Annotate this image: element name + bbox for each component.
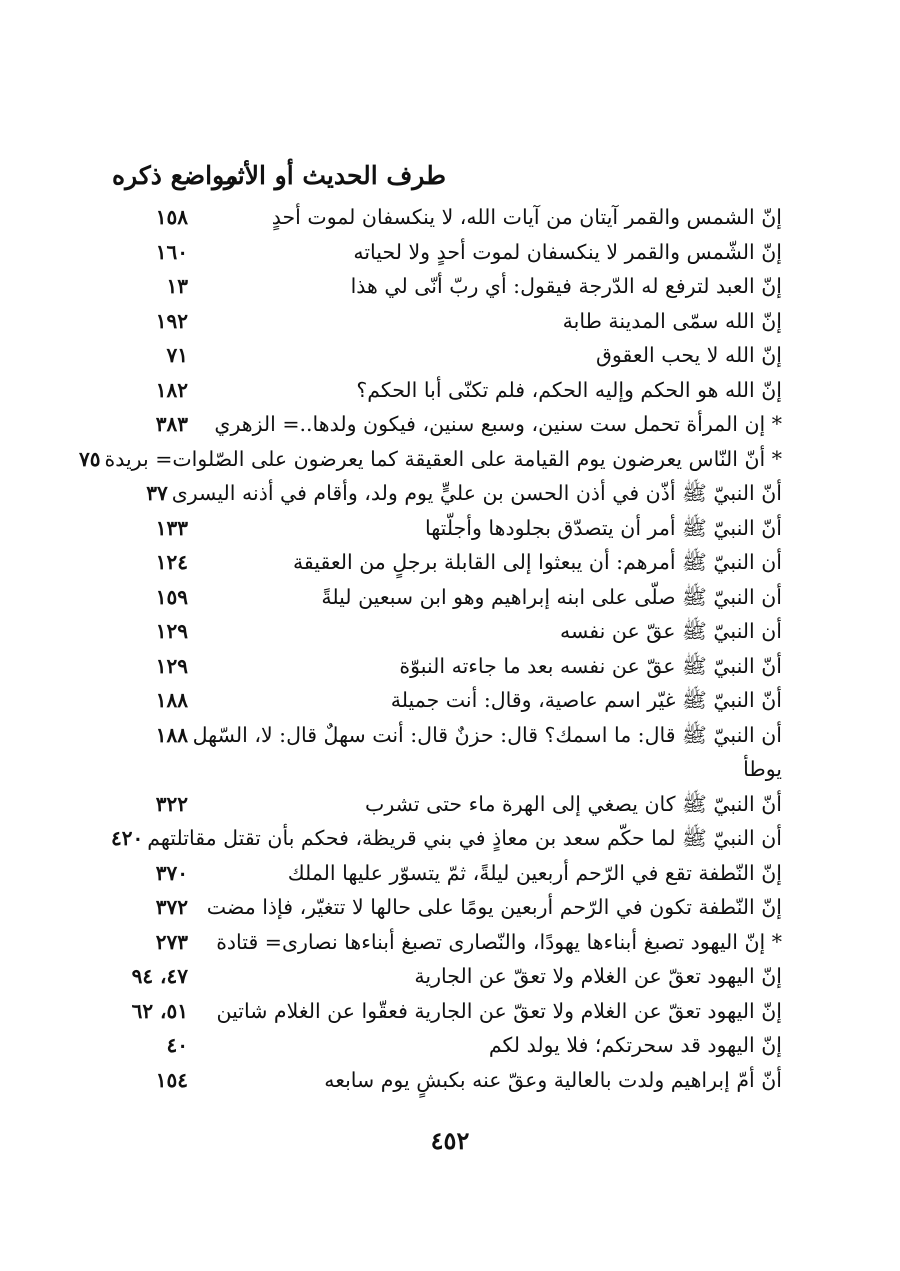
index-row [100,614,782,649]
hadith-text: إنّ اليهود قد سحرتكم؛ فلا يولد لكم [488,1033,782,1057]
page-references: ٥١، ٦٢ [131,998,188,1023]
index-row [78,442,782,477]
index-row [100,545,782,580]
page-references: ٣٧٢ [155,895,188,919]
hadith-text: أنّ النبيّ ﷺ عقّ عن نفسه بعد ما جاءته النبوّة [399,653,782,678]
index-row [100,718,782,787]
index-row [100,269,782,304]
hadith-text: * إنّ اليهود تصبغ أبناءها يهودًا، والنّصارى تصبغ أبناءها نصارى= قتادة [216,929,782,954]
column-header-hadith: طرف الحديث أو الأثر [223,161,446,190]
hadith-text: أن النبيّ ﷺ عقّ عن نفسه [559,619,782,643]
index-row [100,304,782,339]
page-references: ١٣٣ [155,515,188,540]
hadith-text: أن النبيّ ﷺ لما حكّم سعد بن معاذٍ في بني قريظة، فحكم بأن تقتل مقاتلتهم [147,826,782,850]
hadith-text: أنّ أمّ إبراهيم ولدت بالعالية وعقّ عنه بكبشٍ يوم سابعه [324,1067,782,1092]
index-row [100,821,782,856]
index-row [100,511,782,546]
index-row [100,959,782,994]
page-references: ٣٧ [146,481,168,505]
index-row [100,338,782,373]
page-references: ٧١ [166,343,188,367]
hadith-text: أنّ النبيّ ﷺ أذّن في أذن الحسن بن عليٍّ يوم ولد، وأقام في أذنه اليسرى [171,481,782,505]
index-row [100,1028,782,1063]
index-row [100,890,782,925]
hadith-text: إنّ الله هو الحكم وإليه الحكم، فلم تكنّى أبا الحكم؟ [356,377,782,402]
page-references: ١٥٤ [155,1067,188,1092]
page-references: ٢٧٣ [155,929,188,954]
page-references: ٧٥ [78,446,101,471]
column-header-pages: مواضع ذكره [112,161,239,190]
index-row [100,856,782,891]
hadith-text: إنّ الشمس والقمر آيتان من آيات الله، لا ينكسفان لموت أحدٍ [271,205,782,229]
hadith-text: إنّ العبد لترفع له الدّرجة فيقول: أي ربّ أنّى لي هذا [350,274,782,298]
page-references: ١٥٩ [155,584,188,609]
hadith-text: إنّ النّطفة تقع في الرّحم أربعين ليلةً، ثمّ يتسوّر عليها الملك [287,860,782,885]
hadith-text: إنّ الله سمّى المدينة طابة [562,308,782,333]
page-references: ٣٧٠ [155,860,188,885]
index-row [100,1063,782,1098]
index-row [100,787,782,822]
page-number: ٤٥٢ [430,1126,470,1155]
index-row [100,649,782,684]
page-references: ١٦٠ [155,239,188,264]
hadith-text: أن النبيّ ﷺ أمرهم: أن يبعثوا إلى القابلة برجلٍ من العقيقة [292,550,782,574]
index-row [100,407,782,442]
hadith-text: أنّ النبيّ ﷺ أمر أن يتصدّق بجلودها وأجلّتها [424,515,782,540]
hadith-text: أن النبيّ ﷺ قال: ما اسمك؟ قال: حزنٌ قال: أنت سهلٌ قال: لا، السّهل يوطأ [192,722,782,781]
hadith-text: * إن المرأة تحمل ست سنين، وسبع سنين، فيكون ولدها..= الزهري [214,412,782,436]
index-row [100,994,782,1029]
hadith-text: إنّ الشّمس والقمر لا ينكسفان لموت أحدٍ ولا لحياته [353,239,782,264]
index-row [100,235,782,270]
index-row [100,373,782,408]
page-references: ١٨٨ [155,722,188,747]
hadith-text: أنّ النبيّ ﷺ غيّر اسم عاصية، وقال: أنت جميلة [390,688,782,712]
page-references: ١٨٨ [155,688,188,712]
index-row [100,580,782,615]
index-row [100,476,782,511]
page-references: ١٩٢ [155,308,188,333]
page-references: ٣٢٢ [155,791,188,816]
index-list [78,200,782,1097]
hadith-text: إنّ النّطفة تكون في الرّحم أربعين يومًا على حالها لا تتغيّر، فإذا مضت [206,895,782,919]
hadith-text: إنّ اليهود تعقّ عن الغلام ولا تعقّ عن الجارية [414,964,782,988]
hadith-text: إنّ اليهود تعقّ عن الغلام ولا تعقّ عن الجارية فعقّوا عن الغلام شاتين [216,998,782,1023]
page-references: ١٢٩ [155,653,188,678]
index-row [100,683,782,718]
index-row [100,925,782,960]
hadith-text: * أنّ النّاس يعرضون يوم القيامة على العقيقة كما يعرضون على الصّلوات= بريدة [104,446,782,471]
page-references: ١٥٨ [155,205,188,229]
page-references: ٤٠ [166,1033,188,1057]
page-references: ٤٢٠ [110,826,144,850]
page-references: ٣٨٣ [155,412,188,436]
page-references: ١٢٤ [155,550,188,574]
hadith-text: أنّ النبيّ ﷺ كان يصغي إلى الهرة ماء حتى تشرب [365,791,782,816]
page-references: ١٣ [166,274,188,298]
page-references: ٤٧، ٩٤ [131,964,188,988]
page-references: ١٨٢ [155,377,188,402]
page-references: ١٢٩ [155,619,188,643]
hadith-text: إنّ الله لا يحب العقوق [596,343,782,367]
index-row [100,200,782,235]
hadith-text: أن النبيّ ﷺ صلّى على ابنه إبراهيم وهو ابن سبعين ليلةً [321,584,782,609]
